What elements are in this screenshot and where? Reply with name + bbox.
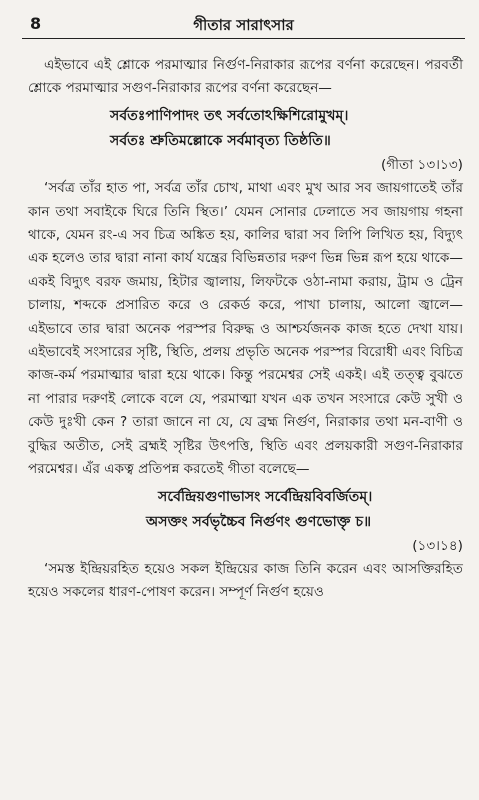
paragraph-3: ‘সমস্ত ইন্দ্রিয়রহিত হয়েও সকল ইন্দ্রিয়ের কাজ তিনি করেন এবং আসক্তিরহিত হয়েও সকলের ধারণ-পোষণ করেন। সম্পূর্ণ নির্গুণ হয়েও [28, 560, 463, 601]
verse-2-line-2: অসক্তং সর্বভৃচ্চৈব নির্গুণং গুণভোক্তৃ চ॥ [146, 513, 372, 530]
verse-2-line-1: সর্বেন্দ্রিয়গুণাভাসং সর্বেন্দ্রিয়বিবর্জিতম্। [158, 488, 373, 505]
verse-1-reference: (গীতা ১৩।১৩) [380, 156, 463, 173]
verse-1-line-1: সর্বতঃপাণিপাদং তৎ সর্বতোঽক্ষিশিরোমুখম্। [110, 107, 349, 124]
verse-1 [28, 104, 463, 154]
verse-2 [28, 485, 463, 535]
page-number: 8 [30, 14, 42, 33]
verse-2-reference: (১৩।১৪) [412, 537, 463, 554]
page-body [28, 54, 463, 605]
paragraph-2: ‘সর্বত্র তাঁর হাত পা, সর্বত্র তাঁর চোখ, মাথা এবং মুখ আর সব জায়গাতেই তাঁর কান তথা সবাইকে ঘিরে তিনি স্থিত।’ যেমন সোনার ঢেলাতে সব জায়গায় গহনা থাকে, যেমন রং-এ সব চিত্র অঙ্কিত হয়, কালির দ্বারা সব লিপি লিখিত হয়, বিদ্যুৎ এক হলেও তার দ্বারা নানা কার্য যন্ত্রের বিভিন্নতার দরুণ ভিন্ন ভিন্ন রূপ হয়ে থাকে—একই বিদ্যুৎ বরফ জমায়, হিটার জ্বালায়, লিফটকে ওঠা-নামা করায়, ট্রাম ও ট্রেন চালায়, শব্দকে প্রসারিত করে ও রেকর্ড করে, পাখা চালায়, আলো জ্বালে—এইভাবে তার দ্বারা অনেক পরস্পর বিরুদ্ধ ও আশ্চর্যজনক কাজ হতে দেখা যায়। এইভাবেই সংসারের সৃষ্টি, স্থিতি, প্রলয় প্রভৃতি অনেক পরস্পর বিরোধী এবং বিচিত্র কাজ-কর্ম পরমাত্মার দ্বারা হয়ে থাকে। কিন্তু পরমেশ্বর সেই একই। এই তত্ত্ব বুঝতে না পারার দরুণই লোকে বলে যে, পরমাত্মা যখন এক তখন সংসারে কেউ সুখী ও কেউ দুঃখী কেন ? তারা জানে না যে, যে ব্রহ্ম নির্গুণ, নিরাকার তথা মন-বাণী ও বুদ্ধির অতীত, সেই ব্রহ্মই সৃষ্টির উৎপত্তি, স্থিতি এবং প্রলয়কারী সগুণ-নিরাকার পরমেশ্বর। এঁর একত্ব প্রতিপন্ন করতেই গীতা বলেছে— [28, 180, 463, 478]
page-header [22, 8, 465, 39]
verse-1-line-2: সর্বতঃ শ্রুতিমল্লোকে সর্বমাবৃত্য তিষ্ঠতি॥ [110, 132, 331, 149]
running-title: গীতার সারাৎসার [193, 16, 294, 34]
paragraph-1: এইভাবে এই শ্লোকে পরমাত্মার নির্গুণ-নিরাকার রূপের বর্ণনা করেছেন। পরবর্তী শ্লোকে পরমাত্মার সগুণ-নিরাকার রূপের বর্ণনা করেছেন— [28, 57, 463, 97]
